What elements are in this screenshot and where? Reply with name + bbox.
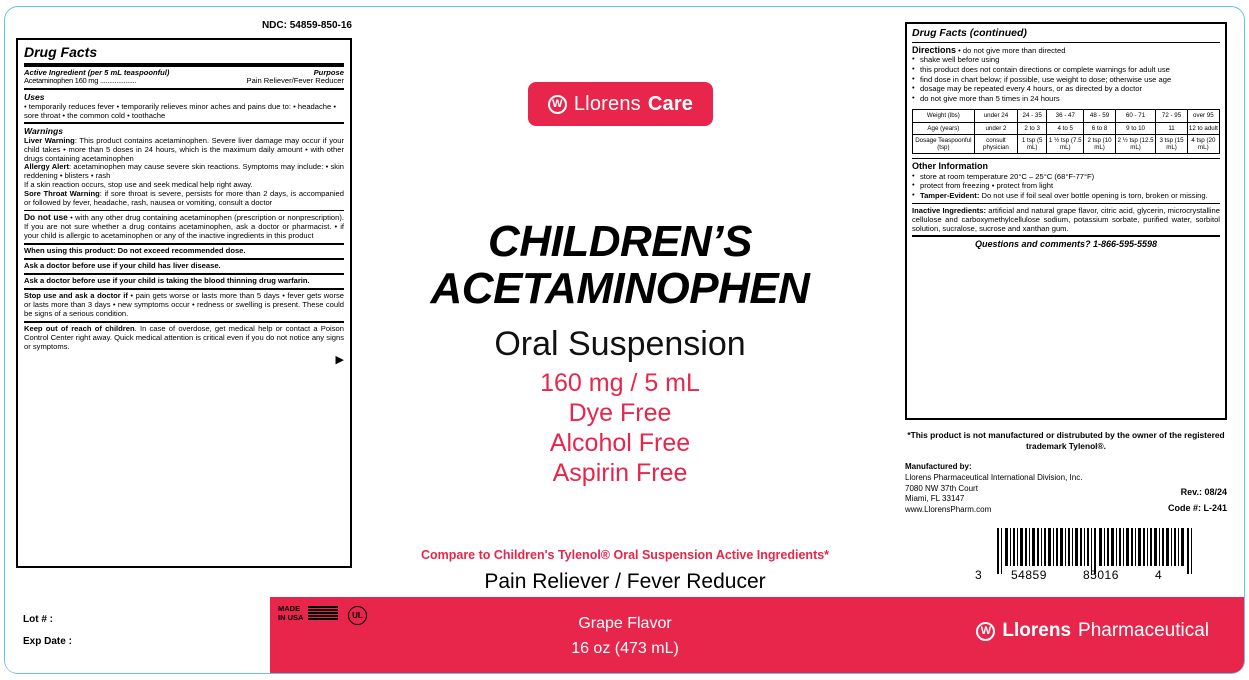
brand-bold-text: Llorens — [1002, 620, 1072, 641]
liver-warning-label: Liver Warning — [24, 135, 75, 145]
claim-aspirin-free: Aspirin Free — [552, 459, 688, 487]
keep-out-of-reach-section — [24, 323, 344, 354]
warnings-section — [24, 124, 344, 210]
keep-out-text: . In case of overdose, get medical help or contact a Poison Control Center right away. Quick medical attention is critical even if you do not notice any signs or symptoms. — [24, 323, 344, 351]
barcode-group-1: 54859 — [1011, 568, 1047, 582]
cell: 72 - 95 — [1156, 110, 1187, 122]
sore-throat-warning — [24, 190, 344, 208]
made-in-usa-line2: IN USA — [278, 612, 304, 622]
made-in-usa-line1: MADE — [278, 604, 301, 613]
other-information-section — [912, 159, 1220, 203]
cell: 60 - 71 — [1115, 110, 1156, 122]
drug-facts-title: Drug Facts — [24, 44, 344, 67]
allergy-alert-label: Allergy Alert — [24, 162, 69, 172]
lot-exp-box — [5, 597, 270, 673]
cell: 48 - 59 — [1084, 110, 1115, 122]
cell: Dosage Teaspoonful (tsp) — [913, 134, 975, 153]
questions-and-comments: Questions and comments? 1-866-595-5598 — [974, 238, 1158, 249]
do-not-use-label: Do not use — [24, 212, 68, 223]
product-name — [370, 218, 870, 312]
cell: under 24 — [974, 110, 1017, 122]
when-using-text: When using this product: Do not exceed recommended dose. — [24, 246, 246, 256]
product-name-line2: ACETAMINOPHEN — [430, 264, 810, 314]
table-row — [913, 122, 1220, 134]
barcode-digit-right: 4 — [1155, 568, 1163, 582]
cell: 24 - 35 — [1018, 110, 1047, 122]
cell: 9 to 10 — [1115, 122, 1156, 134]
volume-text: 16 oz (473 mL) — [571, 639, 679, 657]
sore-throat-label: Sore Throat Warning — [24, 189, 100, 199]
cell: Weight (lbs) — [913, 110, 975, 122]
liver-warning-text: : This product contains acetaminophen. Severe liver damage may occur if your child takes • more than 5 doses in 24 hours, which is the maximum daily amount • with other drugs containing acetaminophen — [24, 135, 344, 163]
stop-use-text: • pain gets worse or lasts more than 5 days • fever gets worse or lasts more than 3 days • new symptoms occur • redness or swelling is present. These could be signs of a serious condition. — [24, 290, 344, 318]
do-not-use-text: • with any other drug containing acetaminophen (prescription or nonprescription). If you are not sure whether a drug contains acetaminophen, ask a doctor or pharmacist. • if your child is allergic to acetaminophen or any of the inactive ingredients in this product — [24, 213, 344, 241]
manufacturer-website[interactable]: www.LlorensPharm.com — [905, 505, 992, 515]
other-info-item: • store at room temperature 20°C – 25°C (68°F-77°F) — [912, 172, 1220, 181]
uses-section — [24, 90, 344, 122]
cell: 2 ½ tsp (12.5 mL) — [1115, 134, 1156, 153]
table-row — [913, 134, 1220, 153]
other-information-label: Other Information — [912, 160, 988, 171]
uses-heading: Uses — [24, 92, 45, 103]
trademark-note: *This product is not manufactured or distrubuted by the owner of the registered trademark Tylenol®. — [907, 430, 1225, 451]
cell: 11 — [1156, 122, 1187, 134]
cell: 36 - 47 — [1047, 110, 1084, 122]
revision-date: Rev.: 08/24 — [1180, 487, 1227, 497]
manufacturer-name: Llorens Pharmaceutical International Division, Inc. — [905, 472, 1083, 482]
table-row — [913, 110, 1220, 122]
directions-list — [912, 55, 1220, 103]
cell: Age (years) — [913, 122, 975, 134]
skin-reaction-text: If a skin reaction occurs, stop use and seek medical help right away. — [24, 180, 253, 190]
cell: 3 tsp (15 mL) — [1156, 134, 1187, 153]
manufactured-by-heading: Manufactured by: — [905, 462, 972, 471]
directions-section — [912, 43, 1220, 106]
flag-stripes-icon — [308, 606, 338, 621]
product-name-line1: CHILDREN’S — [488, 217, 752, 266]
other-info-item: • protect from freezing • protect from light — [912, 181, 1220, 190]
claim-dye-free: Dye Free — [568, 399, 672, 427]
cell: 1 tsp (5 mL) — [1018, 134, 1047, 153]
inactive-ingredients-text: artificial and natural grape flavor, citric acid, glycerin, microcrystalline cellulose and carboxymethylcellulose sodium, potassium sorbate, purified water, sorbitol solution, sucralose, sucrose and xanthan gum. — [912, 205, 1220, 233]
cell: 4 to 5 — [1047, 122, 1084, 134]
llorens-pharmaceutical-logo — [976, 620, 1209, 642]
claim-alcohol-free: Alcohol Free — [549, 429, 691, 457]
cell: 6 to 8 — [1084, 122, 1115, 134]
logo-word-llorens: Llorens — [573, 92, 641, 115]
cell: 1 ½ tsp (7.5 mL) — [1047, 134, 1084, 153]
sore-throat-text: : if sore throat is severe, persists for more than 2 days, is accompanied or followed by fever, headache, rash, nausea or vomiting, consult a doctor — [24, 189, 344, 208]
cell: 2 tsp (10 mL) — [1084, 134, 1115, 153]
product-code: Code #: L-241 — [1167, 503, 1227, 514]
cell: over 95 — [1187, 110, 1219, 122]
inactive-ingredients-section — [912, 204, 1220, 235]
revision-block — [1168, 484, 1227, 516]
compare-to-text: Compare to Children's Tylenol® Oral Suspension Active Ingredients* — [420, 548, 830, 562]
manufacturer-address: 7080 NW 37th Court — [905, 483, 978, 493]
drug-facts-continued-panel — [905, 22, 1227, 420]
flavor-text: Grape Flavor — [578, 615, 672, 632]
barcode-group-2: 85016 — [1083, 568, 1119, 582]
continued-arrow-icon: ▶ — [335, 353, 344, 366]
other-information-list — [912, 172, 1220, 200]
lot-label: Lot # : — [23, 614, 53, 625]
cell: 2 to 3 — [1018, 122, 1047, 134]
direction-item: • this product does not contain directions or complete warnings for adult use — [912, 65, 1220, 74]
warnings-heading: Warnings — [24, 126, 63, 137]
brand-light-text: Pharmaceutical — [1078, 620, 1209, 641]
cell: under 2 — [974, 122, 1017, 134]
allergy-alert-text: : acetaminophen may cause severe skin reactions. Symptoms may include: • skin reddening • blisters • rash — [24, 162, 344, 181]
cell: 4 tsp (20 mL) — [1187, 134, 1219, 153]
inactive-ingredients-label: Inactive Ingredients: — [912, 205, 987, 215]
active-ingredient-heading: Active Ingredient (per 5 mL teaspoonful) — [24, 67, 170, 77]
ask-doctor-warfarin: Ask a doctor before use if your child is taking the blood thinning drug warfarin. — [24, 276, 310, 285]
product-claims — [370, 368, 870, 488]
exp-date-label: Exp Date : — [23, 636, 72, 647]
tamper-evident-label: Tamper-Evident: — [920, 190, 980, 200]
flavor-and-volume — [430, 612, 820, 662]
uses-text: • temporarily reduces fever • temporarily relieves minor aches and pains due to: • headache • sore throat • the common cold • toothache — [24, 101, 337, 120]
product-subtitle: Oral Suspension — [494, 325, 746, 363]
ul-certification-icon: UL — [348, 606, 367, 625]
ask-doctor-liver: Ask a doctor before use if your child has liver disease. — [24, 261, 221, 271]
direction-item: • find dose in chart below; if possible, use weight to dose; otherwise use age — [912, 75, 1220, 84]
other-info-item-tamper: • Tamper-Evident: Do not use if foil seal over bottle opening is torn, broken or missing. — [912, 191, 1220, 200]
llorens-logo-mark-icon: W — [548, 95, 567, 114]
strength-text: 160 mg / 5 mL — [540, 369, 700, 397]
indication-text: Pain Reliever / Fever Reducer — [484, 570, 766, 593]
directions-label: Directions — [912, 44, 957, 55]
active-ingredient-section — [24, 67, 344, 89]
do-not-use-section — [24, 211, 344, 243]
barcode-digit-left: 3 — [975, 568, 983, 582]
logo-word-care: Care — [647, 92, 694, 115]
keep-out-label: Keep out of reach of children — [24, 323, 135, 333]
directions-lead: • do not give more than directed — [956, 45, 1066, 55]
ndc-number: NDC: 54859-850-16 — [261, 20, 352, 31]
direction-item: • shake well before using — [912, 55, 1220, 64]
drug-facts-continued-title: Drug Facts (continued) — [912, 27, 1027, 39]
active-ingredient-value: Acetaminophen 160 mg .................... — [24, 76, 137, 86]
liver-warning — [24, 137, 344, 164]
purpose-heading: Purpose — [313, 67, 344, 77]
allergy-alert — [24, 163, 344, 181]
llorens-care-logo — [528, 82, 713, 126]
stop-use-section — [24, 290, 344, 321]
dosage-table — [912, 109, 1220, 154]
cell: 12 to adult — [1187, 122, 1219, 134]
direction-item: • do not give more than 5 times in 24 hours — [912, 94, 1220, 103]
made-in-usa-mark — [278, 605, 338, 622]
stop-use-label: Stop use and ask a doctor if — [24, 290, 128, 300]
direction-item: • dosage may be repeated every 4 hours, or as directed by a doctor — [912, 84, 1220, 93]
llorens-logo-mark-icon: W — [976, 622, 995, 641]
cell: consult physician — [974, 134, 1017, 153]
drug-facts-panel — [16, 38, 352, 568]
purpose-value: Pain Reliever/Fever Reducer — [246, 76, 344, 86]
manufacturer-city: Miami, FL 33147 — [905, 494, 965, 504]
